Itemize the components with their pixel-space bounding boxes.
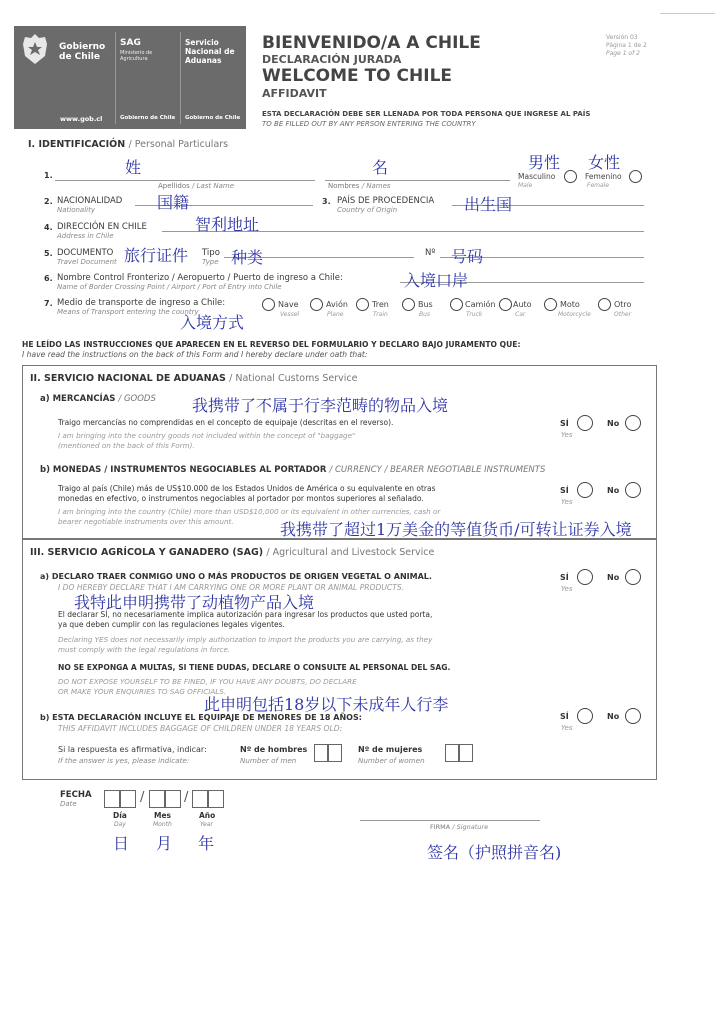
annotation-entry-port: 入境口岸 xyxy=(404,271,469,290)
month-box-2[interactable] xyxy=(165,790,181,808)
subtitle-es: DECLARACIÓN JURADA xyxy=(262,53,402,66)
address-label-en: Address in Chile xyxy=(57,232,114,240)
goods-text-en1: I am bringing into the country goods not included within the concept of "baggage" xyxy=(58,431,356,440)
aduanas-logo-footer: Gobierno de Chile xyxy=(185,115,241,121)
goods-yes-radio[interactable] xyxy=(577,415,593,431)
annotation-month: 月 xyxy=(156,834,173,853)
section1-title-en: / Personal Particulars xyxy=(128,139,229,150)
section1-title-es: I. IDENTIFICACIÓN xyxy=(28,139,126,150)
transport-label-moto: Moto xyxy=(560,300,580,309)
female-label: Femenino xyxy=(585,172,622,181)
transport-label: Medio de transporte de ingreso a Chile: xyxy=(57,298,226,308)
section3-title: III. SERVICIO AGRÍCOLA Y GANADERO (SAG) / Agricultural and Livestock Service xyxy=(30,547,435,558)
currency-yes-label: SÍ xyxy=(560,486,569,495)
sag-fines-en2: OR MAKE YOUR ENQUIRIES TO SAG OFFICIALS. xyxy=(58,687,227,696)
annotation-male: 男性 xyxy=(528,153,561,172)
field3-number: 3. xyxy=(322,197,331,206)
women-count-label: Nº de mujeres xyxy=(358,745,423,754)
annotation-day: 日 xyxy=(113,834,130,853)
border-control-label: Nombre Control Fronterizo / Aeropuerto / Puerto de ingreso a Chile: xyxy=(57,273,343,283)
annotation-travel-doc: 旅行证件 xyxy=(124,246,189,265)
annotation-signature: 签名（护照拼音名) xyxy=(427,843,562,862)
annotation-doc-number: 号码 xyxy=(451,247,484,266)
currency-no-label: No xyxy=(607,486,620,495)
annotation-year: 年 xyxy=(198,834,215,853)
minors-no-label: No xyxy=(607,712,620,721)
month-box-1[interactable] xyxy=(149,790,165,808)
field1-number: 1. xyxy=(44,171,53,180)
date-slash: / xyxy=(140,790,145,805)
country-origin-label: PAÍS DE PROCEDENCIA xyxy=(337,196,435,206)
notice-es: ESTA DECLARACIÓN DEBE SER LLENADA POR TODA PERSONA QUE INGRESE AL PAÍS xyxy=(262,110,591,118)
male-label: Masculino xyxy=(518,172,556,181)
transport-radio-nave[interactable] xyxy=(262,298,275,311)
transport-label-nave: Nave xyxy=(278,300,299,309)
field4-number: 4. xyxy=(44,223,53,232)
sag-products-no-label: No xyxy=(607,573,620,582)
transport-label-tren-en: Train xyxy=(373,311,388,318)
month-label: Mes xyxy=(154,811,172,820)
oath-en: I have read the instructions on the back of this Form and I hereby declare under oath that: xyxy=(22,350,368,359)
transport-radio-avion[interactable] xyxy=(310,298,323,311)
transport-label-avion-en: Plane xyxy=(327,311,344,318)
transport-radio-otro[interactable] xyxy=(598,298,611,311)
date-slash: / xyxy=(184,790,189,805)
transport-label-bus-en: Bus xyxy=(419,311,431,318)
sag-si-text-es1: El declarar SÍ, no necesariamente implica autorización para ingresar los productos que usted porta, xyxy=(58,610,433,619)
year-label: Año xyxy=(199,811,216,820)
sag-products-yes-label-en: Yes xyxy=(561,585,573,593)
currency-yes-label-en: Yes xyxy=(561,498,573,506)
sag-logo-text: SAG xyxy=(120,38,141,48)
logo-divider xyxy=(180,32,181,124)
minors-indicate-label: Si la respuesta es afirmativa, indicar: xyxy=(58,745,207,754)
transport-label-avion: Avión xyxy=(326,300,348,309)
title-en: WELCOME TO CHILE xyxy=(262,66,453,86)
day-label-en: Day xyxy=(114,821,126,828)
sag-products-heading: a) DECLARO TRAER CONMIGO UNO O MÁS PRODUCTOS DE ORIGEN VEGETAL O ANIMAL. xyxy=(40,572,432,581)
section1-title xyxy=(28,139,228,150)
address-label: DIRECCIÓN EN CHILE xyxy=(57,222,147,232)
date-label-en: Date xyxy=(60,800,77,808)
page-label-es: Página 1 de 2 xyxy=(606,42,647,49)
minors-no-radio[interactable] xyxy=(625,708,641,724)
annotation-surname: 姓 xyxy=(125,158,142,177)
men-count-label: Nº de hombres xyxy=(240,745,308,754)
field2-number: 2. xyxy=(44,197,53,206)
document-label-en: Travel Document xyxy=(57,258,117,266)
sag-si-text-en1: Declaring YES does not necessarily imply authorization to import the products you are carrying, as they xyxy=(58,635,433,644)
sag-logo-footer: Gobierno de Chile xyxy=(120,115,176,121)
border-control-label-en: Name of Border Crossing Point / Airport / Port of Entry into Chile xyxy=(57,283,282,291)
minors-yes-label-en: Yes xyxy=(561,724,573,732)
title-es: BIENVENIDO/A A CHILE xyxy=(262,33,481,53)
currency-text-en1: I am bringing into the country (Chile) more than USD$10,000 or its equivalent in other currencies, cash or xyxy=(58,507,441,516)
surname-label: Apellidos / Last Name xyxy=(158,182,235,190)
transport-label-camion-en: Truck xyxy=(466,311,483,318)
sag-products-yes-label: SÍ xyxy=(560,573,569,582)
men-count-box-2[interactable] xyxy=(328,744,342,762)
doc-type-label-en: Type xyxy=(202,258,219,266)
sag-products-yes-radio[interactable] xyxy=(577,569,593,585)
men-count-box-1[interactable] xyxy=(314,744,328,762)
goods-yes-label-en: Yes xyxy=(561,431,573,439)
signature-label: FIRMA / Signature xyxy=(430,823,489,831)
nationality-label: NACIONALIDAD xyxy=(57,196,123,206)
notice-en: TO BE FILLED OUT BY ANY PERSON ENTERING THE COUNTRY xyxy=(262,120,476,128)
day-label: Día xyxy=(113,811,127,820)
transport-label-nave-en: Vessel xyxy=(280,311,300,318)
men-count-label-en: Number of men xyxy=(240,756,297,765)
sag-logo-subtext: Ministerio de Agricultura xyxy=(120,50,153,62)
month-label-en: Month xyxy=(153,821,172,828)
goods-text-en2: (mentioned on the back of this Form). xyxy=(58,441,195,450)
sag-fines-es: NO SE EXPONGA A MULTAS, SI TIENE DUDAS, DECLARE O CONSULTE AL PERSONAL DEL SAG. xyxy=(58,663,451,672)
goods-yes-label: SÍ xyxy=(560,419,569,428)
year-box-2[interactable] xyxy=(208,790,224,808)
header-logo-band xyxy=(14,26,246,129)
currency-text-es2: monedas en efectivo, o instrumentos negociables al portador por montos superiores al señalado. xyxy=(58,494,424,503)
minors-yes-label: SÍ xyxy=(560,712,569,721)
transport-label-tren: Tren xyxy=(372,300,389,309)
gobierno-logo-text: Gobierno de Chile xyxy=(59,42,106,62)
annotation-origin: 出生国 xyxy=(464,195,513,214)
doc-number-label: Nº xyxy=(425,248,436,258)
doc-type-label: Tipo xyxy=(202,248,220,258)
transport-radio-auto[interactable] xyxy=(499,298,512,311)
field6-number: 6. xyxy=(44,274,53,283)
aduanas-logo-text: Servicio Nacional de Aduanas xyxy=(185,38,235,65)
goods-heading: a) MERCANCÍAS / GOODS xyxy=(40,394,156,404)
sag-fines-en1: DO NOT EXPOSE YOURSELF TO BE FINED, IF YOU HAVE ANY DOUBTS, DO DECLARE xyxy=(58,677,357,686)
version-label: Versión 03 xyxy=(606,34,638,41)
women-count-box-1[interactable] xyxy=(445,744,459,762)
currency-text-es1: Traigo al país (Chile) más de US$10.000 de los Estados Unidos de América o su equivalente en otras xyxy=(58,484,436,493)
female-radio[interactable] xyxy=(629,170,642,183)
transport-label-auto: Auto xyxy=(513,300,532,309)
day-box-1[interactable] xyxy=(104,790,120,808)
section2-title: II. SERVICIO NACIONAL DE ADUANAS / National Customs Service xyxy=(30,373,358,384)
annotation-minors: 此申明包括18岁以下未成年人行李 xyxy=(204,695,449,714)
annotation-address: 智利地址 xyxy=(195,215,260,234)
transport-label-otro-en: Other xyxy=(614,311,632,318)
transport-radio-moto[interactable] xyxy=(544,298,557,311)
annotation-doc-type: 种类 xyxy=(231,248,264,267)
year-label-en: Year xyxy=(200,821,213,828)
transport-radio-tren[interactable] xyxy=(356,298,369,311)
field7-number: 7. xyxy=(44,299,53,308)
sag-si-text-en2: must comply with the legal regulations in force. xyxy=(58,645,231,654)
annotation-transport: 入境方式 xyxy=(180,313,245,332)
oath-es: HE LEÍDO LAS INSTRUCCIONES QUE APARECEN EN EL REVERSO DEL FORMULARIO Y DECLARO BAJO JURAMENTO QUE: xyxy=(22,340,521,349)
male-radio[interactable] xyxy=(564,170,577,183)
country-origin-label-en: Country of Origin xyxy=(337,206,398,214)
transport-label-bus: Bus xyxy=(418,300,433,309)
annotation-given-name: 名 xyxy=(372,158,389,177)
page-label-en: Page 1 of 2 xyxy=(606,50,640,57)
transport-label-otro: Otro xyxy=(614,300,632,309)
transport-label-camion: Camión xyxy=(465,300,496,309)
goods-text-es: Traigo mercancías no comprendidas en el concepto de equipaje (descritas en el reverso). xyxy=(58,418,394,427)
women-count-box-2[interactable] xyxy=(459,744,473,762)
nationality-label-en: Nationality xyxy=(57,206,96,214)
top-right-rule xyxy=(660,13,715,14)
year-box-1[interactable] xyxy=(192,790,208,808)
minors-indicate-label-en: If the answer is yes, please indicate: xyxy=(58,756,190,765)
annotation-nationality: 国籍 xyxy=(157,193,190,212)
day-box-2[interactable] xyxy=(120,790,136,808)
minors-heading-en: THIS AFFIDAVIT INCLUDES BAGGAGE OF CHILDREN UNDER 18 YEARS OLD: xyxy=(58,724,343,733)
sag-si-text-es2: ya que deben cumplir con las regulaciones legales vigentes. xyxy=(58,620,285,629)
minors-heading: b) ESTA DECLARACIÓN INCLUYE EL EQUIPAJE DE MENORES DE 18 AÑOS: xyxy=(40,713,362,722)
transport-label-en: Means of Transport entering the country xyxy=(57,308,199,316)
minors-yes-radio[interactable] xyxy=(577,708,593,724)
names-line[interactable] xyxy=(325,180,510,181)
currency-heading: b) MONEDAS / INSTRUMENTOS NEGOCIABLES AL PORTADOR / CURRENCY / BEARER NEGOTIABLE INSTRUMENTS xyxy=(40,465,546,475)
women-count-label-en: Number of women xyxy=(358,756,425,765)
transport-label-auto-en: Car xyxy=(515,311,526,318)
transport-radio-camion[interactable] xyxy=(450,298,463,311)
annotation-currency: 我携带了超过1万美金的等值货币/可转让证券入境 xyxy=(280,520,632,539)
currency-yes-radio[interactable] xyxy=(577,482,593,498)
transport-radio-bus[interactable] xyxy=(402,298,415,311)
signature-line[interactable] xyxy=(360,820,540,821)
chile-coat-of-arms-icon xyxy=(20,32,50,66)
gobierno-url: www.gob.cl xyxy=(60,115,103,123)
goods-no-radio[interactable] xyxy=(625,415,641,431)
female-label-en: Female xyxy=(587,182,610,189)
currency-no-radio[interactable] xyxy=(625,482,641,498)
names-label: Nombres / Names xyxy=(328,182,391,190)
annotation-goods: 我携带了不属于行李范畴的物品入境 xyxy=(192,396,449,415)
document-label: DOCUMENTO xyxy=(57,248,114,258)
date-label: FECHA xyxy=(60,790,92,800)
goods-no-label: No xyxy=(607,419,620,428)
sag-products-heading-en: I DO HEREBY DECLARE THAT I AM CARRYING ONE OR MORE PLANT OR ANIMAL PRODUCTS. xyxy=(58,583,405,592)
surname-line[interactable] xyxy=(55,180,315,181)
field5-number: 5. xyxy=(44,249,53,258)
transport-label-moto-en: Motorcycle xyxy=(558,311,591,318)
annotation-female: 女性 xyxy=(588,153,621,172)
male-label-en: Male xyxy=(518,182,533,189)
logo-divider xyxy=(115,32,116,124)
subtitle-en: AFFIDAVIT xyxy=(262,87,327,100)
currency-text-en2: bearer negotiable instruments over this amount. xyxy=(58,517,234,526)
annotation-plants-animals: 我特此申明携带了动植物产品入境 xyxy=(74,593,315,612)
sag-products-no-radio[interactable] xyxy=(625,569,641,585)
